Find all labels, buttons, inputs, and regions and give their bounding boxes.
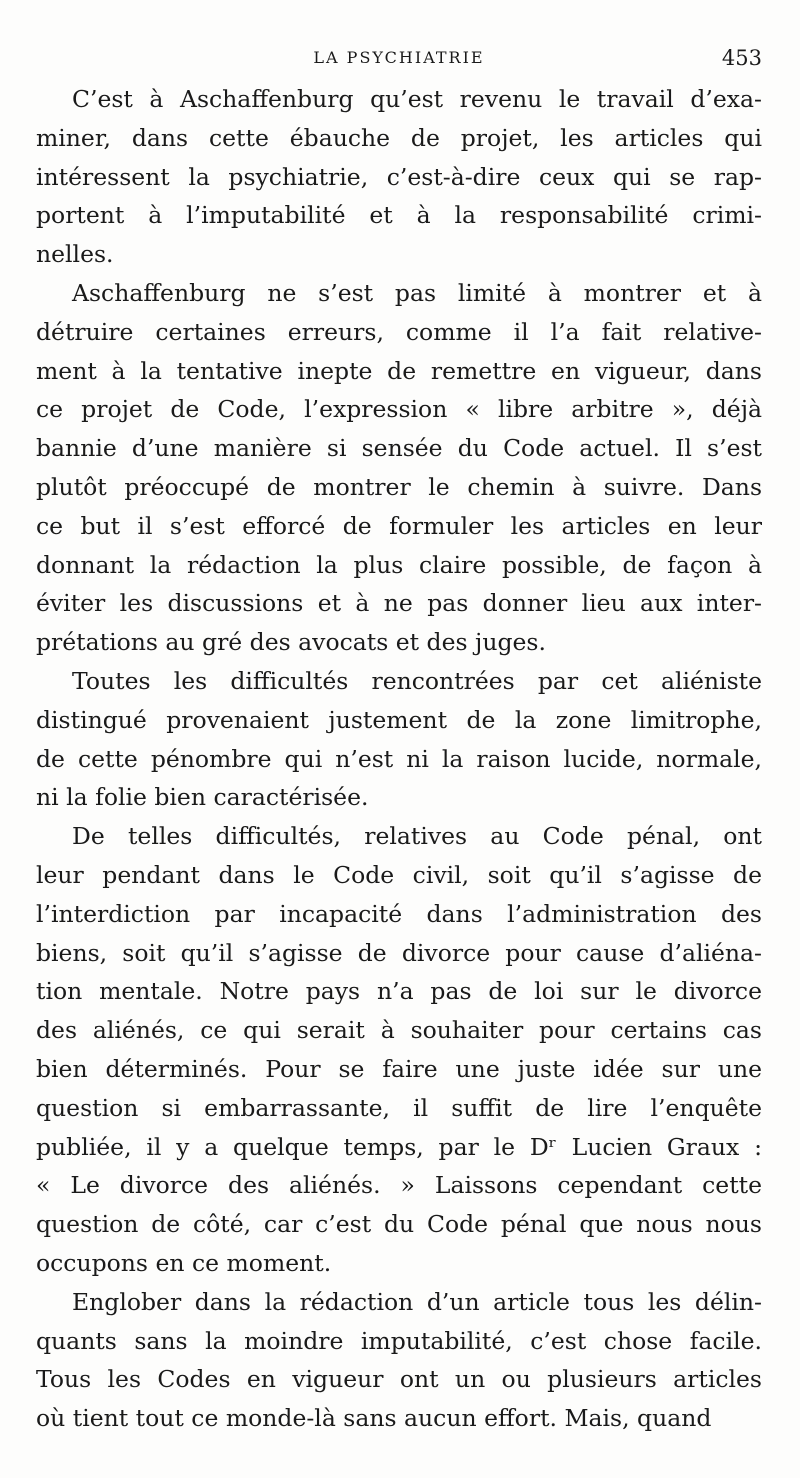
text-line: ment à la tentative inepte de remettre en vigueur, dans (36, 356, 762, 385)
text-line: détruire certaines erreurs, comme il l’a fait relative- (36, 317, 762, 346)
text-line: prétations au gré des avocats et des juges. (36, 628, 546, 657)
text-line: tion mentale. Notre pays n’a pas de loi sur le divorce (36, 977, 762, 1006)
text-line: Tous les Codes en vigueur ont un ou plusieurs articles (36, 1365, 762, 1394)
paragraph (36, 817, 762, 1283)
text-line: plutôt préoccupé de montrer le chemin à suivre. Dans (36, 472, 762, 501)
text-line: distingué provenaient justement de la zone limitrophe, (36, 705, 762, 734)
text-line: miner, dans cette ébauche de projet, les articles qui (36, 123, 762, 152)
text-line: bannie d’une manière si sensée du Code actuel. Il s’est (36, 434, 762, 463)
body-text (36, 80, 762, 1438)
text-line: ce but il s’est efforcé de formuler les articles en leur (36, 511, 762, 540)
running-head (36, 38, 762, 78)
paragraph (36, 80, 762, 274)
text-line: question si embarrassante, il suffit de lire l’enquête (36, 1093, 762, 1122)
text-line: nelles. (36, 240, 114, 269)
paragraph (36, 662, 762, 817)
text-line: l’interdiction par incapacité dans l’administration des (36, 899, 762, 928)
text-line: éviter les discussions et à ne pas donner lieu aux inter- (36, 589, 762, 618)
text-line: C’est à Aschaffenburg qu’est revenu le travail d’exa- (72, 85, 762, 113)
paragraph (36, 1283, 762, 1438)
text-line: où tient tout ce monde-là sans aucun effort. Mais, quand (36, 1404, 712, 1433)
text-line: ni la folie bien caractérisée. (36, 783, 369, 812)
text-line: publiée, il y a quelque temps, par le Dʳ Lucien Graux : (36, 1132, 762, 1161)
text-line: « Le divorce des aliénés. » Laissons cependant cette (36, 1171, 762, 1200)
text-line: quants sans la moindre imputabilité, c’est chose facile. (36, 1326, 762, 1355)
text-line: Toutes les difficultés rencontrées par cet aliéniste (72, 666, 762, 695)
text-line: biens, soit qu’il s’agisse de divorce pour cause d’aliéna- (36, 938, 762, 967)
text-line: question de côté, car c’est du Code pénal que nous nous (36, 1210, 762, 1239)
text-line: portent à l’imputabilité et à la responsabilité crimi- (36, 201, 762, 230)
text-line: bien déterminés. Pour se faire une juste idée sur une (36, 1054, 762, 1083)
text-line: De telles difficultés, relatives au Code pénal, ont (72, 822, 762, 851)
paragraph (36, 274, 762, 662)
text-line: des aliénés, ce qui serait à souhaiter pour certains cas (36, 1016, 762, 1045)
page-number: 453 (721, 46, 762, 70)
text-line: de cette pénombre qui n’est ni la raison lucide, normale, (36, 744, 762, 773)
text-line: donnant la rédaction la plus claire possible, de façon à (36, 550, 762, 579)
text-line: occupons en ce moment. (36, 1248, 332, 1277)
text-line: leur pendant dans le Code civil, soit qu’il s’agisse de (36, 860, 762, 889)
text-line: ce projet de Code, l’expression « libre arbitre », déjà (36, 395, 762, 424)
text-line: intéressent la psychiatrie, c’est-à-dire ceux qui se rap- (36, 162, 762, 191)
running-title: LA PSYCHIATRIE (313, 48, 485, 67)
text-line: Aschaffenburg ne s’est pas limité à montrer et à (72, 278, 762, 307)
text-line: Englober dans la rédaction d’un article tous les délin- (72, 1287, 762, 1316)
